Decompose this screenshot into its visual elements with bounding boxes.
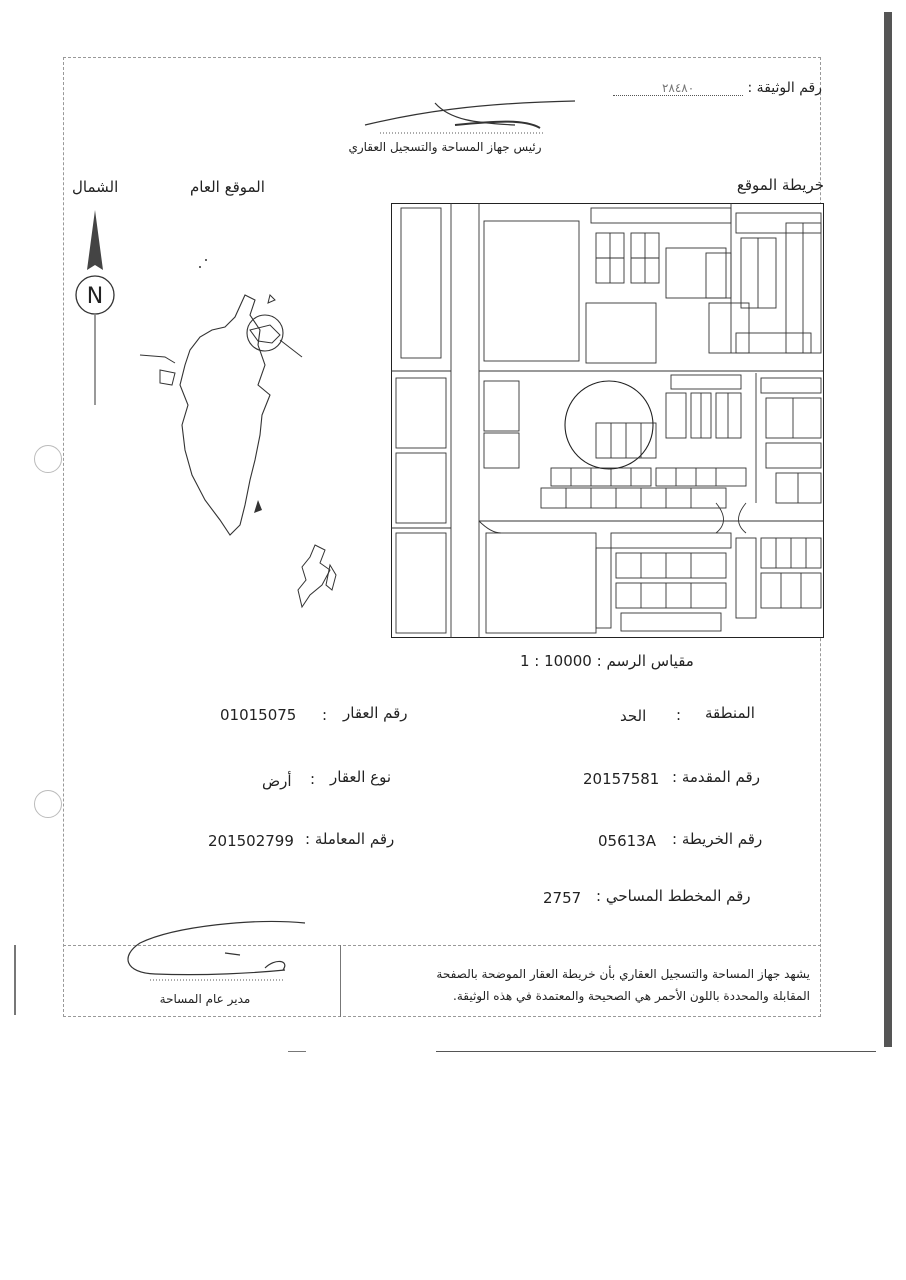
area-value: الحد [620, 707, 647, 725]
application-number-label: رقم المقدمة : [672, 768, 760, 786]
doc-number [613, 80, 822, 96]
site-map [391, 203, 825, 639]
property-number-label: رقم العقار [343, 704, 408, 722]
doc-number-value: ٢٨٤٨٠ [613, 81, 743, 96]
survey-plan-value: 2757 [543, 889, 582, 907]
certificate-line-1: يشهد جهاز المساحة والتسجيل العقاري بأن خريطة العقار الموضحة بالصفحة [436, 967, 810, 981]
certificate-line-2: المقابلة والمحددة باللون الأحمر هي الصحيحة والمعتمدة في هذه الوثيقة. [453, 989, 810, 1003]
transaction-number-label: رقم المعاملة : [305, 830, 395, 848]
property-number-value: 01015075 [220, 706, 297, 724]
punch-hole-bottom [34, 790, 62, 818]
property-type-label: نوع العقار [330, 768, 392, 786]
bottom-line [436, 1051, 876, 1052]
certificate-divider [340, 945, 341, 1017]
bottom-mark [288, 1051, 306, 1052]
certificate-text [372, 963, 810, 1007]
property-type-sep: : [310, 770, 316, 788]
map-number-label: رقم الخريطة : [672, 830, 763, 848]
map-number-value: 05613A [598, 832, 656, 850]
head-signature [355, 95, 585, 140]
property-number-sep: : [322, 706, 328, 724]
property-type-value: أرض [262, 772, 292, 790]
scale-value: 1 : 10000 [520, 652, 592, 670]
general-location-map [130, 245, 360, 625]
site-map-label: خريطة الموقع [736, 176, 824, 194]
survey-plan-label: رقم المخطط المساحي : [596, 887, 751, 905]
scale-label: مقياس الرسم : [596, 652, 694, 670]
signatory-title: رئيس جهاز المساحة والتسجيل العقاري [348, 140, 542, 154]
north-arrow-icon [70, 205, 120, 410]
transaction-number-value: 201502799 [208, 832, 294, 850]
scale [520, 652, 694, 670]
left-edge-mark [14, 945, 16, 1015]
application-number-value: 20157581 [583, 770, 660, 788]
punch-hole-top [34, 445, 62, 473]
general-location-label: الموقع العام [190, 178, 265, 196]
doc-number-label: رقم الوثيقة : [747, 80, 822, 96]
scan-edge [884, 12, 892, 1047]
north-letter: N [86, 284, 104, 309]
director-title: مدير عام المساحة [159, 992, 251, 1006]
area-sep: : [676, 706, 682, 724]
area-label: المنطقة [705, 704, 755, 722]
north-label: الشمال [72, 178, 119, 196]
director-signature [115, 918, 315, 988]
